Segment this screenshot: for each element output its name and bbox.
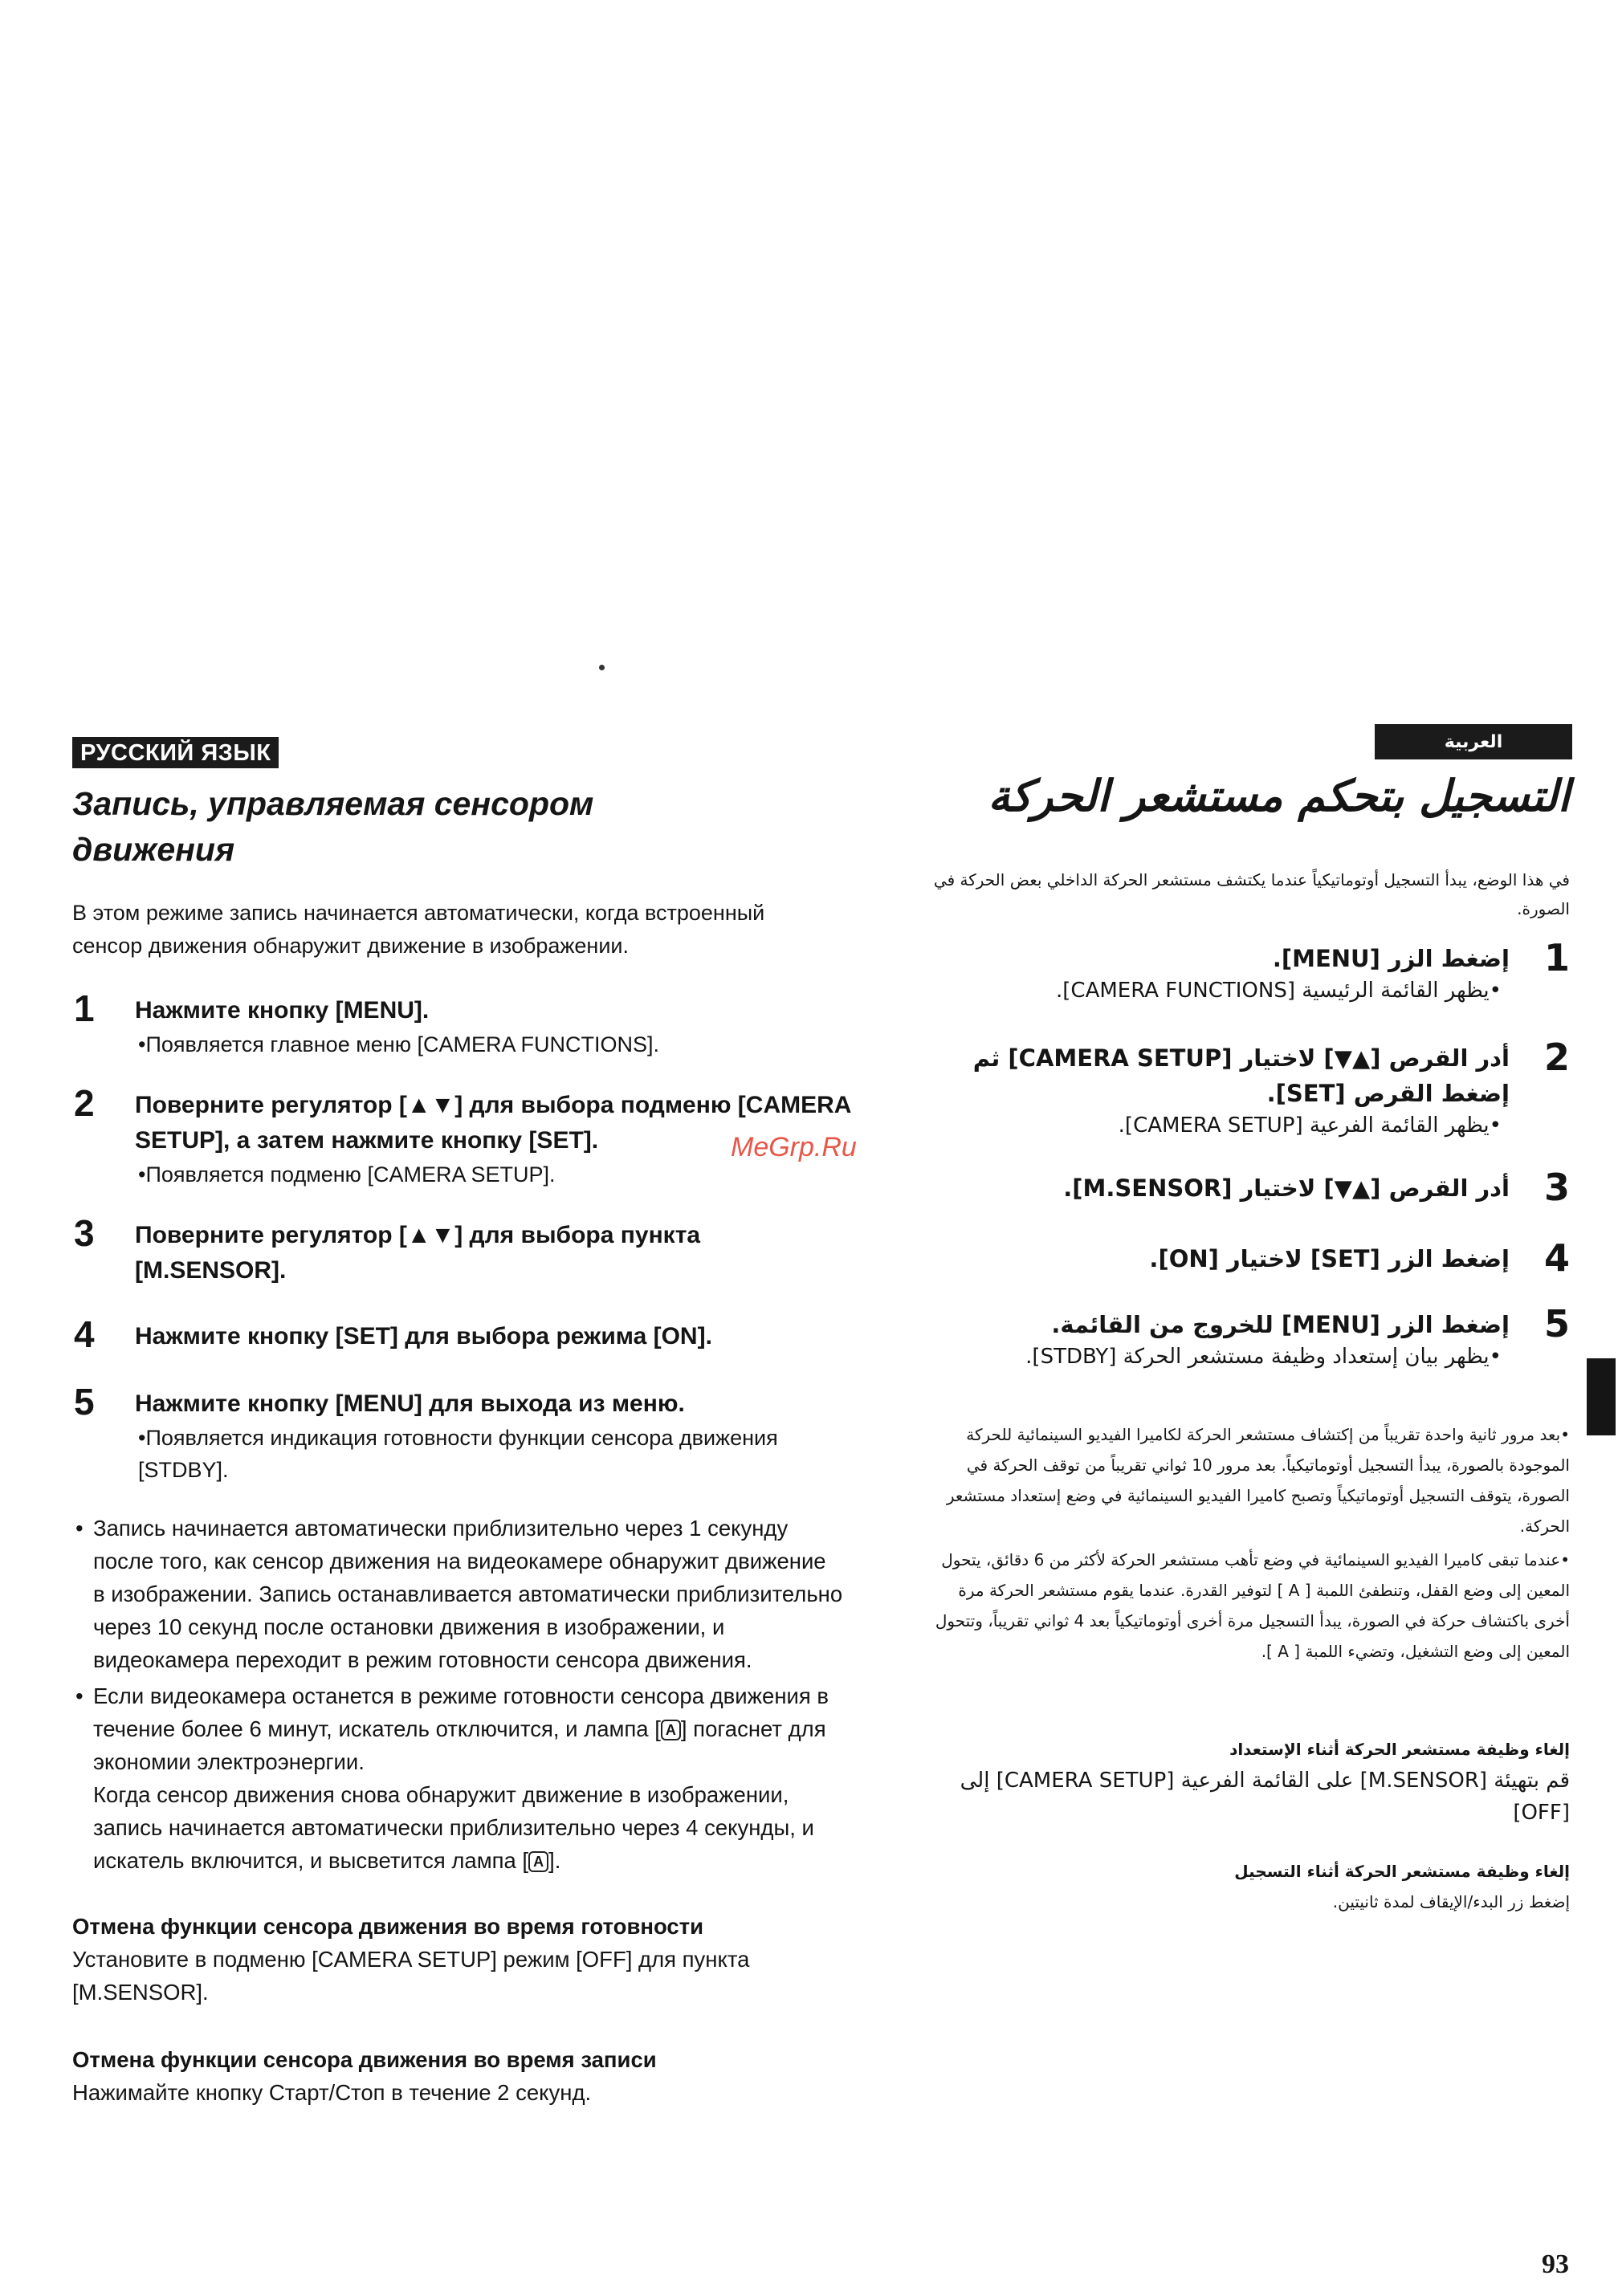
cancel-standby-text: Установите в подменю [CAMERA SETUP] режим [OFF] для пункта [M.SENSOR]. — [72, 1947, 750, 2005]
bullet-icon: • — [75, 1683, 84, 1708]
cancel-recording-text: Нажимайте кнопку Старт/Стоп в течение 2 секунд. — [72, 2080, 592, 2105]
arabic-cancel-standby — [927, 1734, 1570, 1829]
watermark: MeGrp.Ru — [731, 1132, 857, 1162]
step-number: 1 — [1543, 936, 1570, 979]
cancel-standby-heading: Отмена функции сенсора движения во время готовности — [72, 1914, 704, 1939]
step-note: •Появляется подменю [CAMERA SETUP]. — [138, 1162, 556, 1187]
arabic-step-5 — [911, 1302, 1570, 1371]
scan-speck — [599, 665, 605, 670]
russian-section-title: Запись, управляемая сенсором движения — [72, 785, 594, 868]
russian-step-4 — [72, 1313, 875, 1355]
arabic-intro: في هذا الوضع، يبدأ التسجيل أوتوماتيكياً عندما يكتشف مستشعر الحركة الداخلي بعض الحركة في الصورة. — [933, 870, 1570, 918]
note-item: • Если видеокамера останется в режиме готовности сенсора движения в течение более 6 минут, искатель отключится, и лампа [ A ] погаснет для экономии электроэнергии. Когда сенсор движения снова обнаружит движение в изображении, запись начинается автоматически приблизительно через 4 секунды, и искатель включится, и высветится лампа [ A ]. — [72, 1679, 843, 1877]
russian-step-1 — [72, 987, 875, 1060]
lamp-icon: A — [661, 1720, 681, 1740]
page-number: 93 — [1542, 2249, 1569, 2279]
arabic-section-title: التسجيل بتحكم مستشعر الحركة — [988, 771, 1570, 821]
arabic-step-3 — [911, 1166, 1570, 1209]
note-item: •عندما تبقى كاميرا الفيديو السينمائية في وضع تأهب مستشعر الحركة لأكثر من 6 دقائق، يتحول المعين إلى وضع القفل، وتنطفئ اللمبة [ A ] لتوفير القدرة. عندما يقوم مستشعر الحركة مرة أخرى باكتشاف حركة في الصورة، يبدأ التسجيل مرة أخرى أوتوماتيكياً بعد 4 ثواني تقريباً، وتتحول المعين إلى وضع التشغيل، وتضيء اللمبة [ A ]. — [935, 1550, 1570, 1661]
step-instruction: Поверните регулятор [▲▼] для выбора подменю [CAMERA SETUP], а затем нажмите кнопку [SET]. — [135, 1092, 851, 1154]
cancel-standby-heading: إلغاء وظيفة مستشعر الحركة أثناء الإستعداد — [1229, 1740, 1570, 1759]
step-note: •يظهر بيان إستعداد وظيفة مستشعر الحركة [STDBY]. — [1025, 1345, 1502, 1369]
step-note: •يظهر القائمة الرئيسية [CAMERA FUNCTIONS]. — [1056, 979, 1502, 1003]
step-instruction: أدر القرص [▲▼] لاختيار [CAMERA SETUP] ثم إضغط القرص [SET]. — [972, 1044, 1510, 1107]
russian-column — [72, 737, 875, 2109]
note-item: •بعد مرور ثانية واحدة تقريباً من إكتشاف مستشعر الحركة لكاميرا الفيديو السينمائية للحركة الموجودة بالصورة، يبدأ التسجيل أوتوماتيكياً. بعد مرور 10 ثواني تقريباً من توقف الحركة في الصورة، يتوقف التسجيل أوتوماتيكياً وتصبح كاميرا الفيديو السينمائية في وضع إستعداد مستشعر الحركة. — [946, 1425, 1570, 1536]
step-number: 4 — [74, 1313, 95, 1355]
step-instruction: أدر القرص [▲▼] لاختيار [M.SENSOR]. — [1063, 1174, 1510, 1202]
step-instruction: إضغط الزر [MENU]. — [1272, 945, 1510, 972]
step-instruction: Нажмите кнопку [SET] для выбора режима [ON]. — [135, 1323, 712, 1350]
step-note: •يظهر القائمة الفرعية [CAMERA SETUP]. — [1118, 1113, 1502, 1138]
cancel-recording-text: إضغط زر البدء/الإيقاف لمدة ثانيتين. — [1332, 1892, 1570, 1911]
arabic-step-1 — [911, 936, 1570, 1005]
russian-notes — [72, 1512, 843, 1877]
step-instruction: إضغط الزر [MENU] للخروج من القائمة. — [1051, 1311, 1510, 1338]
step-number: 5 — [74, 1381, 95, 1423]
russian-language-tag: РУССКИЙ ЯЗЫК — [72, 737, 279, 768]
cancel-recording-heading: إلغاء وظيفة مستشعر الحركة أثناء التسجيل — [1234, 1862, 1570, 1881]
bullet-icon: • — [75, 1516, 84, 1541]
note-item: • Запись начинается автоматически приблизительно через 1 секунду после того, как сенсор движения на видеокамере обнаружит движение в изображении. Запись останавливается автоматически приблизительно через 10 секунд после остановки движения в изображении, и видеокамера переходит в режим готовности сенсора движения. — [72, 1512, 843, 1676]
cancel-recording-heading: Отмена функции сенсора движения во время записи — [72, 2047, 657, 2072]
step-note: •Появляется главное меню [CAMERA FUNCTIONS]. — [138, 1032, 659, 1056]
arabic-step-2 — [911, 1036, 1570, 1140]
arabic-language-tag: العربية — [1375, 724, 1572, 759]
step-number: 2 — [74, 1082, 95, 1124]
arabic-notes — [927, 1419, 1570, 1667]
arabic-cancel-recording — [927, 1856, 1570, 1917]
step-instruction: Нажмите кнопку [MENU]. — [135, 997, 430, 1024]
russian-intro: В этом режиме запись начинается автоматически, когда встроенный сенсор движения обнаружит движение в изображении. — [72, 901, 765, 958]
russian-step-3 — [72, 1212, 875, 1288]
step-instruction: إضغط الزر [SET] لاختيار [ON]. — [1149, 1245, 1510, 1272]
russian-step-5 — [72, 1381, 875, 1486]
step-instruction: Нажмите кнопку [MENU] для выхода из меню. — [135, 1390, 685, 1417]
arabic-step-4 — [911, 1236, 1570, 1280]
step-number: 4 — [1543, 1236, 1570, 1280]
cancel-standby-text: قم بتهيئة [M.SENSOR] على القائمة الفرعية [CAMERA SETUP] إلى [OFF] — [960, 1769, 1570, 1825]
step-note: •Появляется индикация готовности функции сенсора движения [STDBY]. — [138, 1426, 778, 1482]
step-number: 3 — [1543, 1166, 1570, 1209]
step-number: 1 — [74, 987, 95, 1029]
step-instruction: Поверните регулятор [▲▼] для выбора пункта [M.SENSOR]. — [135, 1222, 701, 1284]
section-edge-tab — [1587, 1358, 1616, 1435]
step-number: 2 — [1543, 1036, 1570, 1079]
lamp-icon: A — [528, 1851, 548, 1872]
step-number: 3 — [74, 1212, 95, 1254]
step-number: 5 — [1543, 1302, 1570, 1345]
